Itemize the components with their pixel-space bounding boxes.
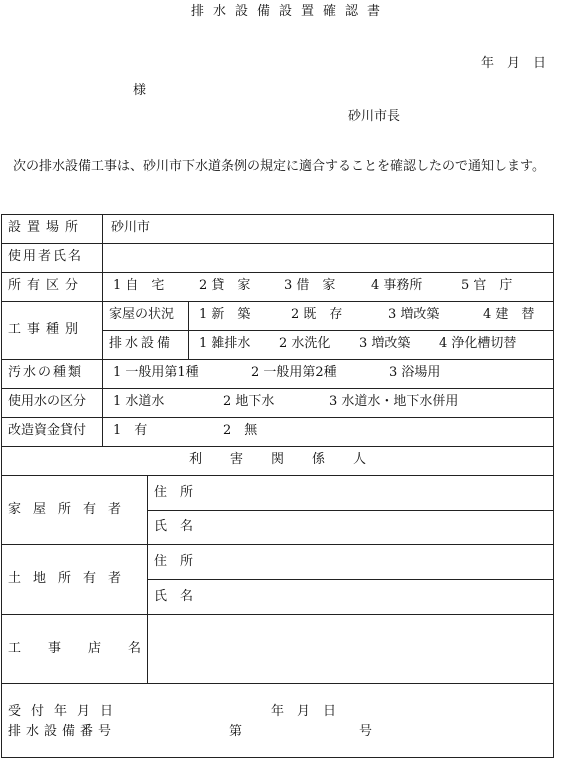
row-divider (1, 301, 554, 302)
row-divider (147, 579, 554, 580)
row-divider (1, 683, 554, 684)
notice-body: 次の排水設備工事は、砂川市下水道条例の規定に適合することを確認したので通知します。 (13, 159, 545, 174)
row-divider (1, 388, 554, 389)
row-divider (1, 417, 554, 418)
house-status-option: 3 増改築 (388, 307, 440, 322)
land-owner-address-label: 住所 (154, 554, 207, 569)
row-divider (1, 614, 554, 615)
column-divider (188, 301, 189, 359)
drainage-option: 3 増改築 (359, 336, 411, 351)
table-border-bottom (1, 757, 554, 758)
row-divider (1, 544, 554, 545)
drainage-option: 2 水洗化 (279, 336, 331, 351)
equipment-number-label: 排水設備番号 (8, 724, 117, 739)
house-owner-address-label: 住所 (154, 485, 207, 500)
issuer-name: 砂川市長 (348, 109, 401, 124)
row-divider (1, 359, 554, 360)
land-owner-label: 土地所有者 (8, 571, 134, 586)
loan-option: 1 有 (113, 423, 148, 438)
house-status-label: 家屋の状況 (109, 307, 175, 322)
table-border-top (1, 214, 554, 215)
water-source-option: 2 地下水 (223, 394, 275, 409)
ownership-option: 3 借 家 (284, 278, 336, 293)
contractor-label: 工事店名 (8, 641, 169, 656)
house-status-option: 2 既 存 (291, 307, 343, 322)
row-divider (1, 475, 554, 476)
ownership-option: 1 自 宅 (113, 278, 165, 293)
receipt-date-value: 年 月 日 (271, 704, 337, 719)
water-source-option: 1 水道水 (113, 394, 165, 409)
drainage-option: 1 雑排水 (199, 336, 251, 351)
ownership-option: 2 貸 家 (199, 278, 251, 293)
house-status-option: 4 建 替 (483, 307, 535, 322)
ownership-option: 5 官 庁 (461, 278, 513, 293)
house-owner-name-label: 氏名 (154, 519, 207, 534)
row-divider (1, 446, 554, 447)
table-border-right (553, 214, 554, 758)
location-label: 設置場所 (8, 220, 85, 235)
equipment-number-suffix: 号 (359, 724, 373, 739)
sewage-type-option: 3 浴場用 (389, 365, 441, 380)
house-status-option: 1 新 築 (199, 307, 251, 322)
row-divider (147, 510, 554, 511)
water-source-label: 使用水の区分 (8, 394, 87, 409)
document-title: 排水設備設置確認書 (190, 4, 389, 19)
receipt-date-label: 受付年月日 (8, 704, 124, 719)
location-value: 砂川市 (111, 220, 151, 235)
interested-parties-heading: 利害関係人 (188, 452, 394, 467)
loan-option: 2 無 (223, 423, 258, 438)
loan-label: 改造資金貸付 (8, 423, 87, 438)
issue-date-placeholder: 年 月 日 (480, 56, 546, 71)
equipment-number-prefix: 第 (229, 724, 243, 739)
addressee-suffix: 様 (133, 83, 147, 98)
confirmation-table (1, 214, 554, 758)
ownership-label: 所有区分 (8, 278, 85, 293)
ownership-option: 4 事務所 (371, 278, 423, 293)
column-divider (102, 214, 103, 446)
drainage-label: 排水設備 (109, 336, 174, 351)
sewage-type-option: 1 一般用第1種 (113, 365, 199, 380)
sewage-type-option: 2 一般用第2種 (251, 365, 337, 380)
drainage-option: 4 浄化槽切替 (439, 336, 517, 351)
user-name-label: 使用者氏名 (8, 249, 84, 264)
water-source-option: 3 水道水・地下水併用 (329, 394, 459, 409)
house-owner-label: 家屋所有者 (8, 502, 134, 517)
row-divider (1, 272, 554, 273)
row-divider (1, 243, 554, 244)
row-divider (102, 330, 554, 331)
sewage-type-label: 汚水の種類 (8, 365, 84, 380)
work-type-label: 工事種別 (8, 322, 85, 337)
table-border-left (1, 214, 2, 758)
land-owner-name-label: 氏名 (154, 589, 207, 604)
